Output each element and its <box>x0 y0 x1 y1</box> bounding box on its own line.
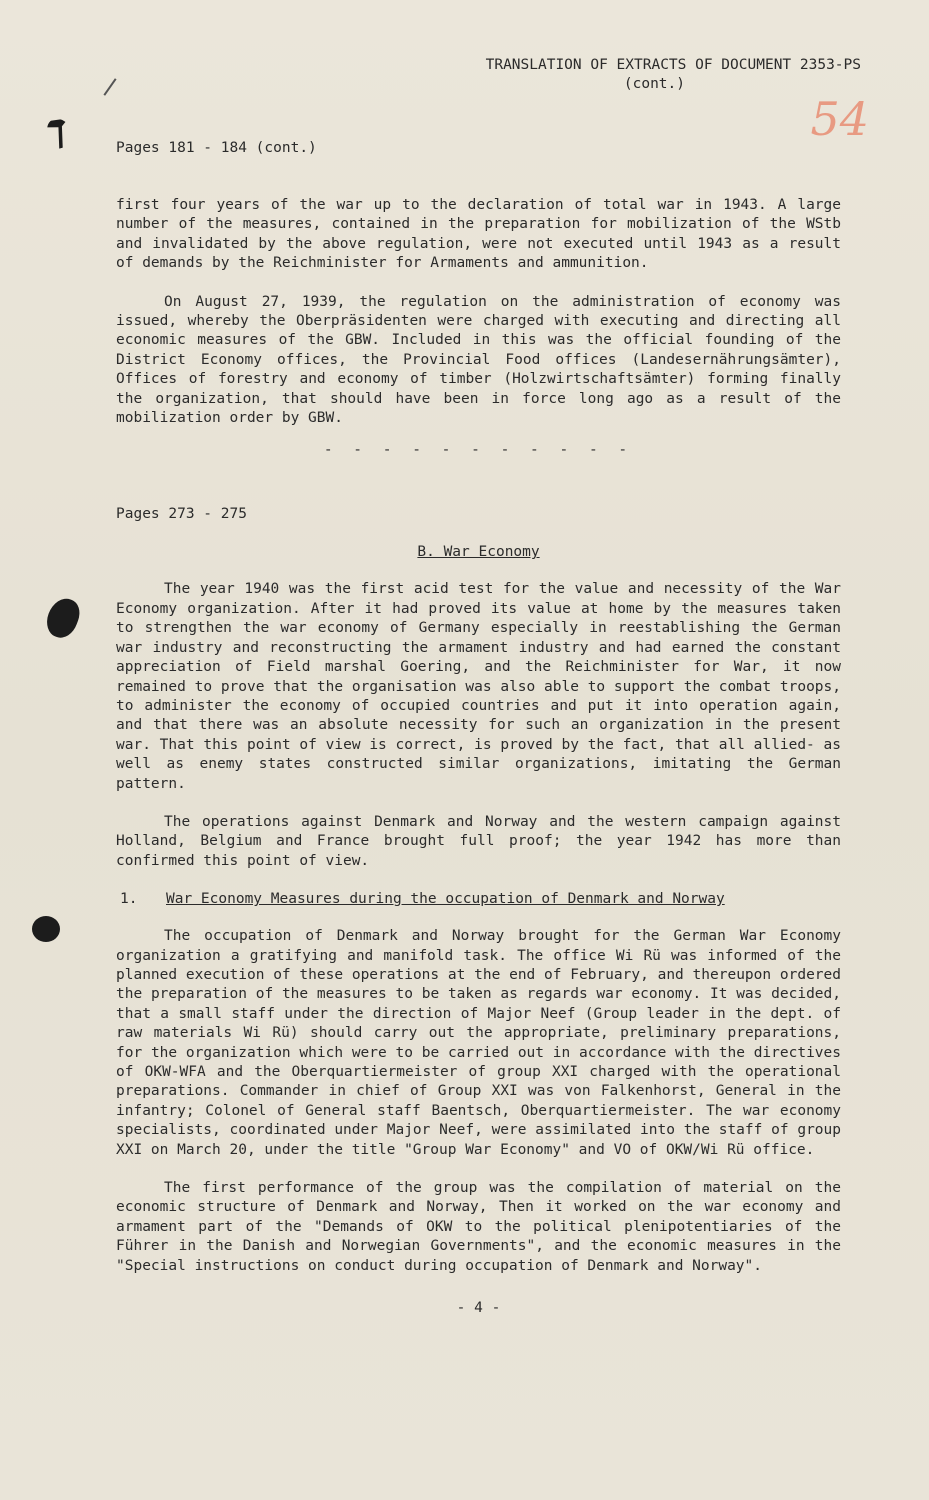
pages-reference: Pages 273 - 275 <box>116 506 247 523</box>
subsection-title: War Economy Measures during the occupation of Denmark and Norway <box>166 891 725 908</box>
paragraph: The year 1940 was the first acid test for the value and necessity of the War Economy organization. After it had proved its value at home by the measures taken to strengthen the war economy of Germany especially in reestablishing the German war industry and reconstructing the armament industry and had earned the constant appreciation of Field marshal Goering, and the Reichminister for War, it now remained to prove that the organisation was also able to support the combat troops, to administer the economy of occupied countries and put it into operation again, and that there was an absolute necessity for such an organization in the present war. That this point of view is correct, is proved by the fact, that all allied- as well as enemy states constructed similar organizations, imitating the German pattern. <box>116 581 841 792</box>
subsection-number: 1. <box>120 891 138 908</box>
document-subtitle: (cont.) <box>623 76 685 92</box>
punch-hole-blot <box>32 916 60 942</box>
punch-hole-blot <box>42 594 84 642</box>
document-header <box>116 56 861 94</box>
paragraph: first four years of the war up to the declaration of total war in 1943. A large number of the measures, contained in the preparation for mobilization of the WStb and invalidated by the above regulation, were not executed until 1943 as a result of demands by the Reichminister for Armaments and ammunition. <box>116 197 841 272</box>
paragraph: The first performance of the group was the compilation of material on the economic structure of Denmark and Norway, Then it worked on the war economy and armament part of the "Demands of OKW to the political plenipotentiaries of the Führer in the Danish and Norwegian Governments", and the economic measures in the "Special instructions on conduct during occupation of Denmark and Norway". <box>116 1180 841 1274</box>
section-heading: B. War Economy <box>417 544 540 561</box>
pages-reference: Pages 181 - 184 (cont.) <box>116 140 317 156</box>
pencil-tick-mark <box>103 78 116 96</box>
paragraph: The operations against Denmark and Norway and the western campaign against Holland, Belgium and France brought full proof; the year 1942 has more than confirmed this point of view. <box>116 813 841 869</box>
paragraph: The occupation of Denmark and Norway brought for the German War Economy organization a gratifying and manifold task. The office Wi Rü was informed of the planned execution of these operations at the end of February, and thereupon ordered the preparation of the measures to be taken as regards war economy. It was decided, that a small staff under the direction of Major Neef (Group leader in the dept. of raw materials Wi Rü) should carry out the appropriate, preliminary preparations, for the organization which were to be carried out in accordance with the directives of OKW-WFA and the Oberquartiermeister of group XXI charged with the operational preparations. Commander in chief of Group XXI was von Falkenhorst, General in the infantry; Colonel of General staff Baentsch, Oberquartiermeister. The war economy specialists, coordinated under Major Neef, were assimilated into the staff of group XXI on March 20, under the title "Group War Economy" and VO of OKW/Wi Rü office. <box>116 928 841 1158</box>
ink-mark <box>45 115 76 150</box>
document-title: TRANSLATION OF EXTRACTS OF DOCUMENT 2353-PS <box>485 57 861 73</box>
page-footer-number: - 4 - <box>456 1300 501 1317</box>
subsection-heading <box>116 891 841 907</box>
handwritten-page-number: 54 <box>810 92 869 146</box>
separator-line: - - - - - - - - - - - <box>323 442 634 459</box>
paragraph: On August 27, 1939, the regulation on the administration of economy was issued, whereby the Oberpräsidenten were charged with executing and directing all economic measures of the GBW. Included in this was the official founding of the District Economy offices, the Provincial Food offices (Landesernährungsämter), Offices of forestry and economy of timber (Holzwirtschaftsämter) forming finally the organization, that should have been in force long ago as a result of the mobilization order by GBW. <box>116 293 841 427</box>
